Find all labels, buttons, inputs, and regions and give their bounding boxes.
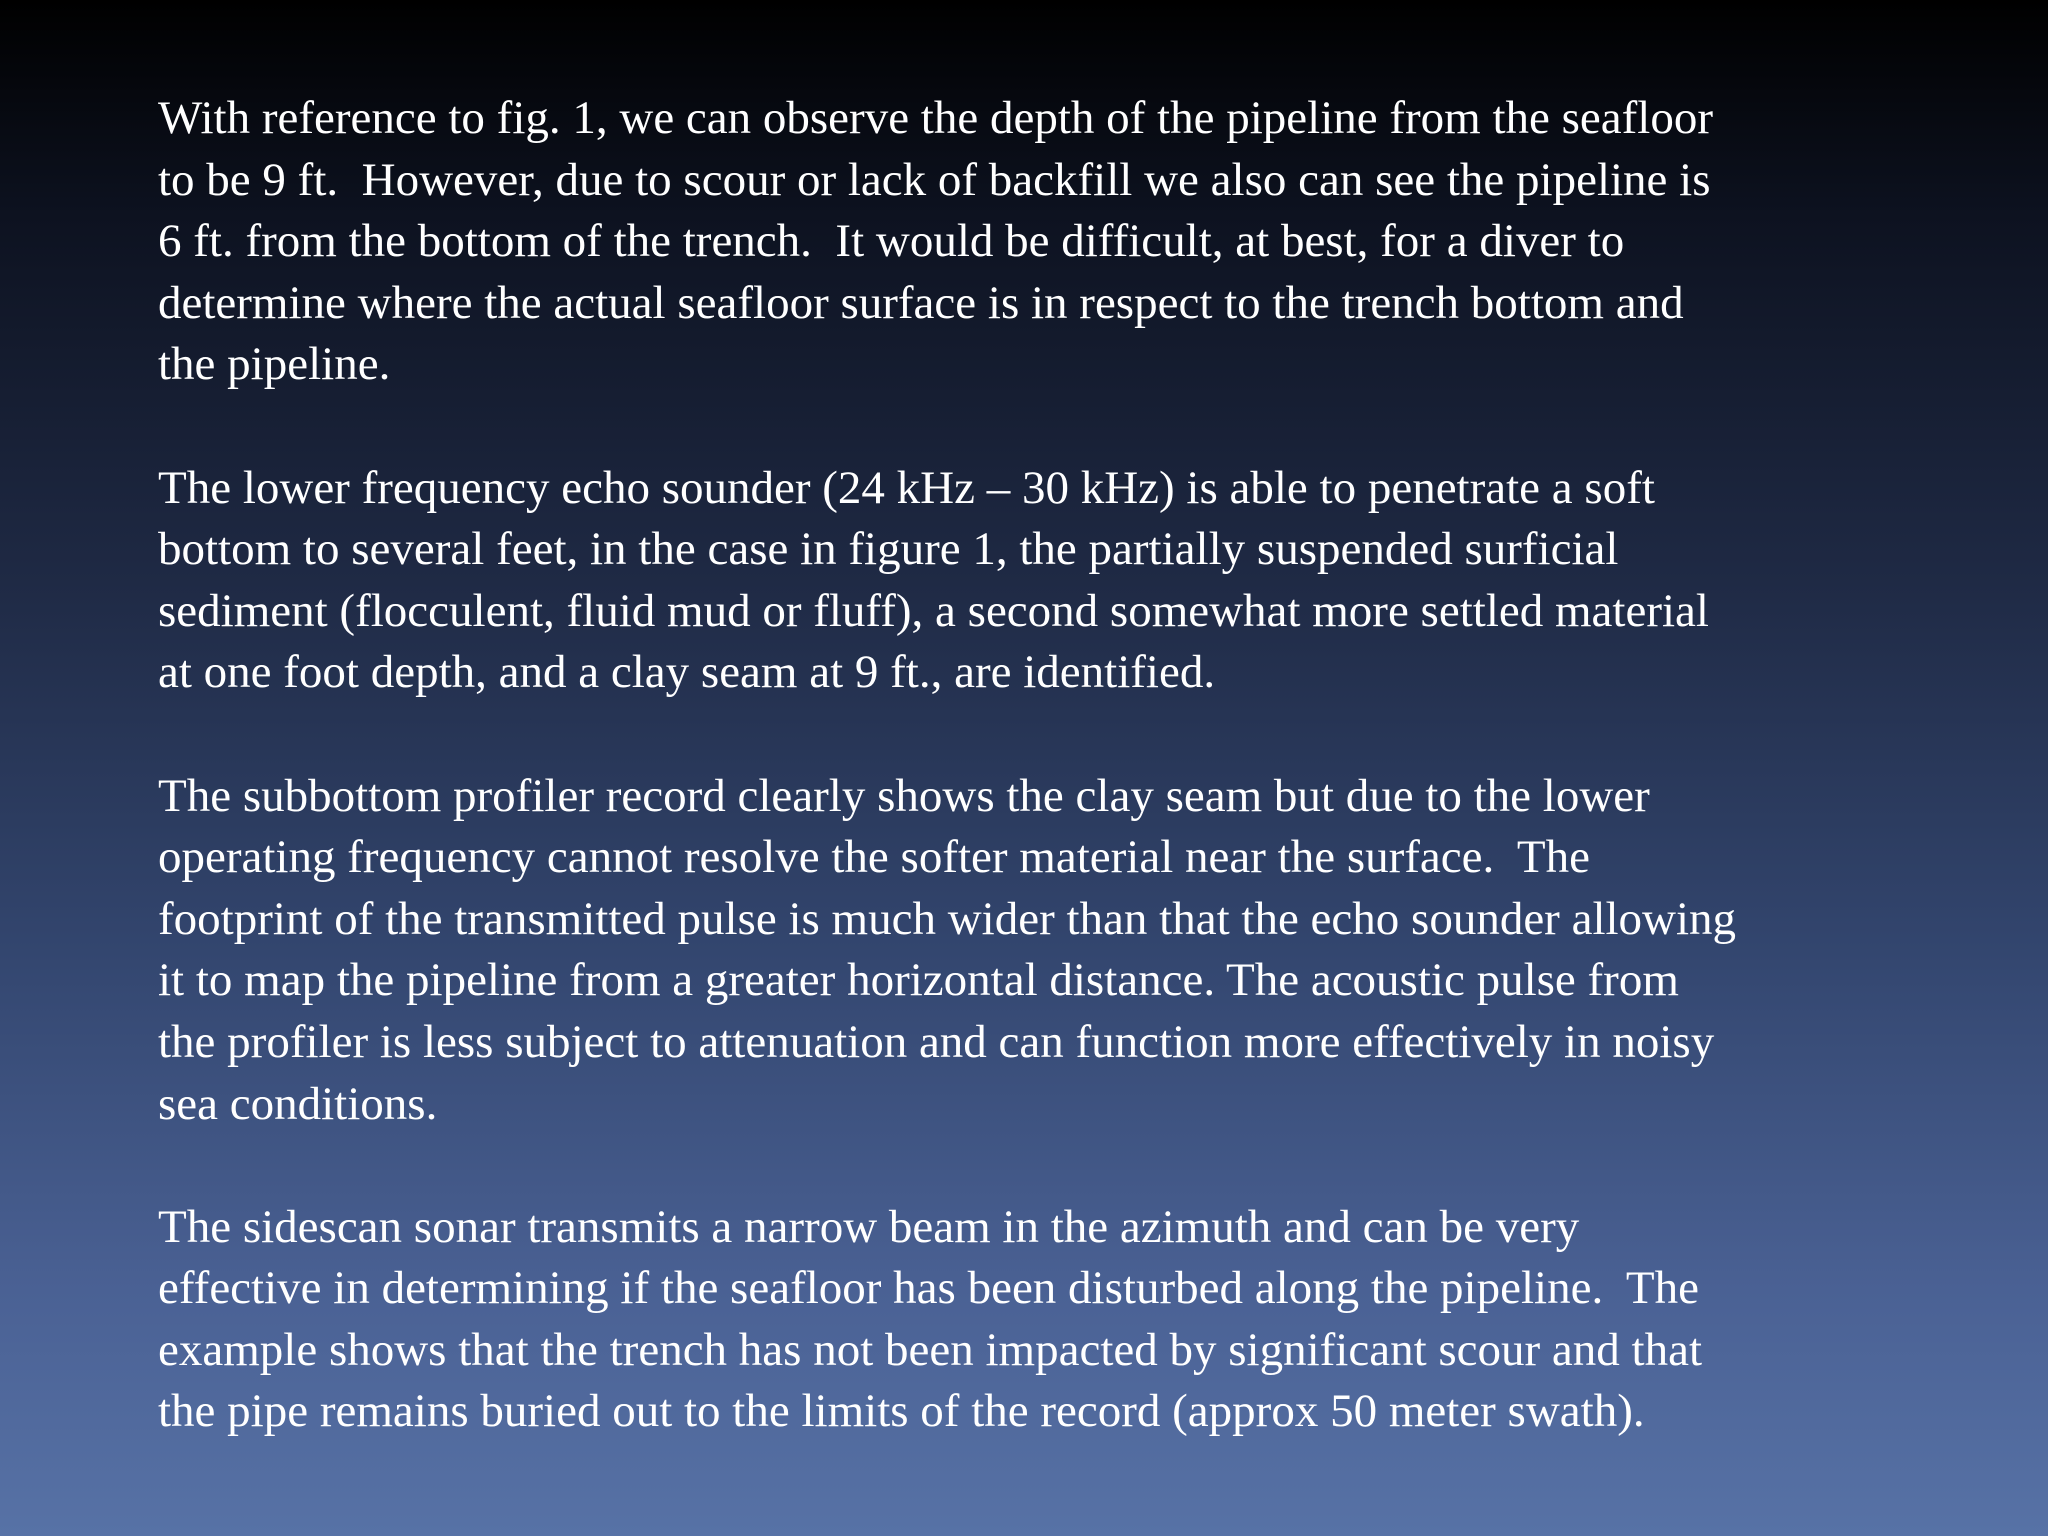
paragraph-spacer xyxy=(158,704,1898,766)
text-line: bottom to several feet, in the case in figure 1, the partially suspended surficial xyxy=(158,523,1619,576)
paragraph-sidescan-sonar xyxy=(158,1197,1898,1443)
text-line: it to map the pipeline from a greater horizontal distance. The acoustic pulse from xyxy=(158,954,1679,1007)
text-line: footprint of the transmitted pulse is much wider than that the echo sounder allowing xyxy=(158,892,1737,945)
text-line: The sidescan sonar transmits a narrow beam in the azimuth and can be very xyxy=(158,1200,1580,1253)
text-line: the pipe remains buried out to the limits of the record (approx 50 meter swath). xyxy=(158,1385,1645,1438)
text-line: to be 9 ft. However, due to scour or lack of backfill we also can see the pipeline is xyxy=(158,153,1711,206)
text-line: at one foot depth, and a clay seam at 9 ft., are identified. xyxy=(158,646,1216,699)
text-line: example shows that the trench has not been impacted by significant scour and that xyxy=(158,1323,1703,1376)
text-line: the pipeline. xyxy=(158,338,391,391)
text-line: effective in determining if the seafloor has been disturbed along the pipeline. The xyxy=(158,1262,1699,1315)
text-line: operating frequency cannot resolve the softer material near the surface. The xyxy=(158,831,1590,884)
paragraph-fig1-depth xyxy=(158,88,1898,396)
text-line: sea conditions. xyxy=(158,1077,438,1130)
text-line: With reference to fig. 1, we can observe the depth of the pipeline from the seafloor xyxy=(158,92,1714,144)
text-line: the profiler is less subject to attenuation and can function more effectively in noisy xyxy=(158,1015,1715,1068)
paragraph-subbottom-profiler xyxy=(158,766,1898,1136)
paragraph-spacer xyxy=(158,1135,1898,1197)
text-line: sediment (flocculent, fluid mud or fluff), a second somewhat more settled material xyxy=(158,584,1709,637)
text-line: determine where the actual seafloor surface is in respect to the trench bottom and xyxy=(158,276,1684,329)
paragraph-spacer xyxy=(158,396,1898,458)
text-line: The subbottom profiler record clearly shows the clay seam but due to the lower xyxy=(158,769,1650,822)
text-line: The lower frequency echo sounder (24 kHz – 30 kHz) is able to penetrate a soft xyxy=(158,461,1655,514)
paragraph-echo-sounder xyxy=(158,458,1898,704)
slide-body-text xyxy=(158,88,1898,1443)
text-line: 6 ft. from the bottom of the trench. It would be difficult, at best, for a diver to xyxy=(158,215,1625,268)
